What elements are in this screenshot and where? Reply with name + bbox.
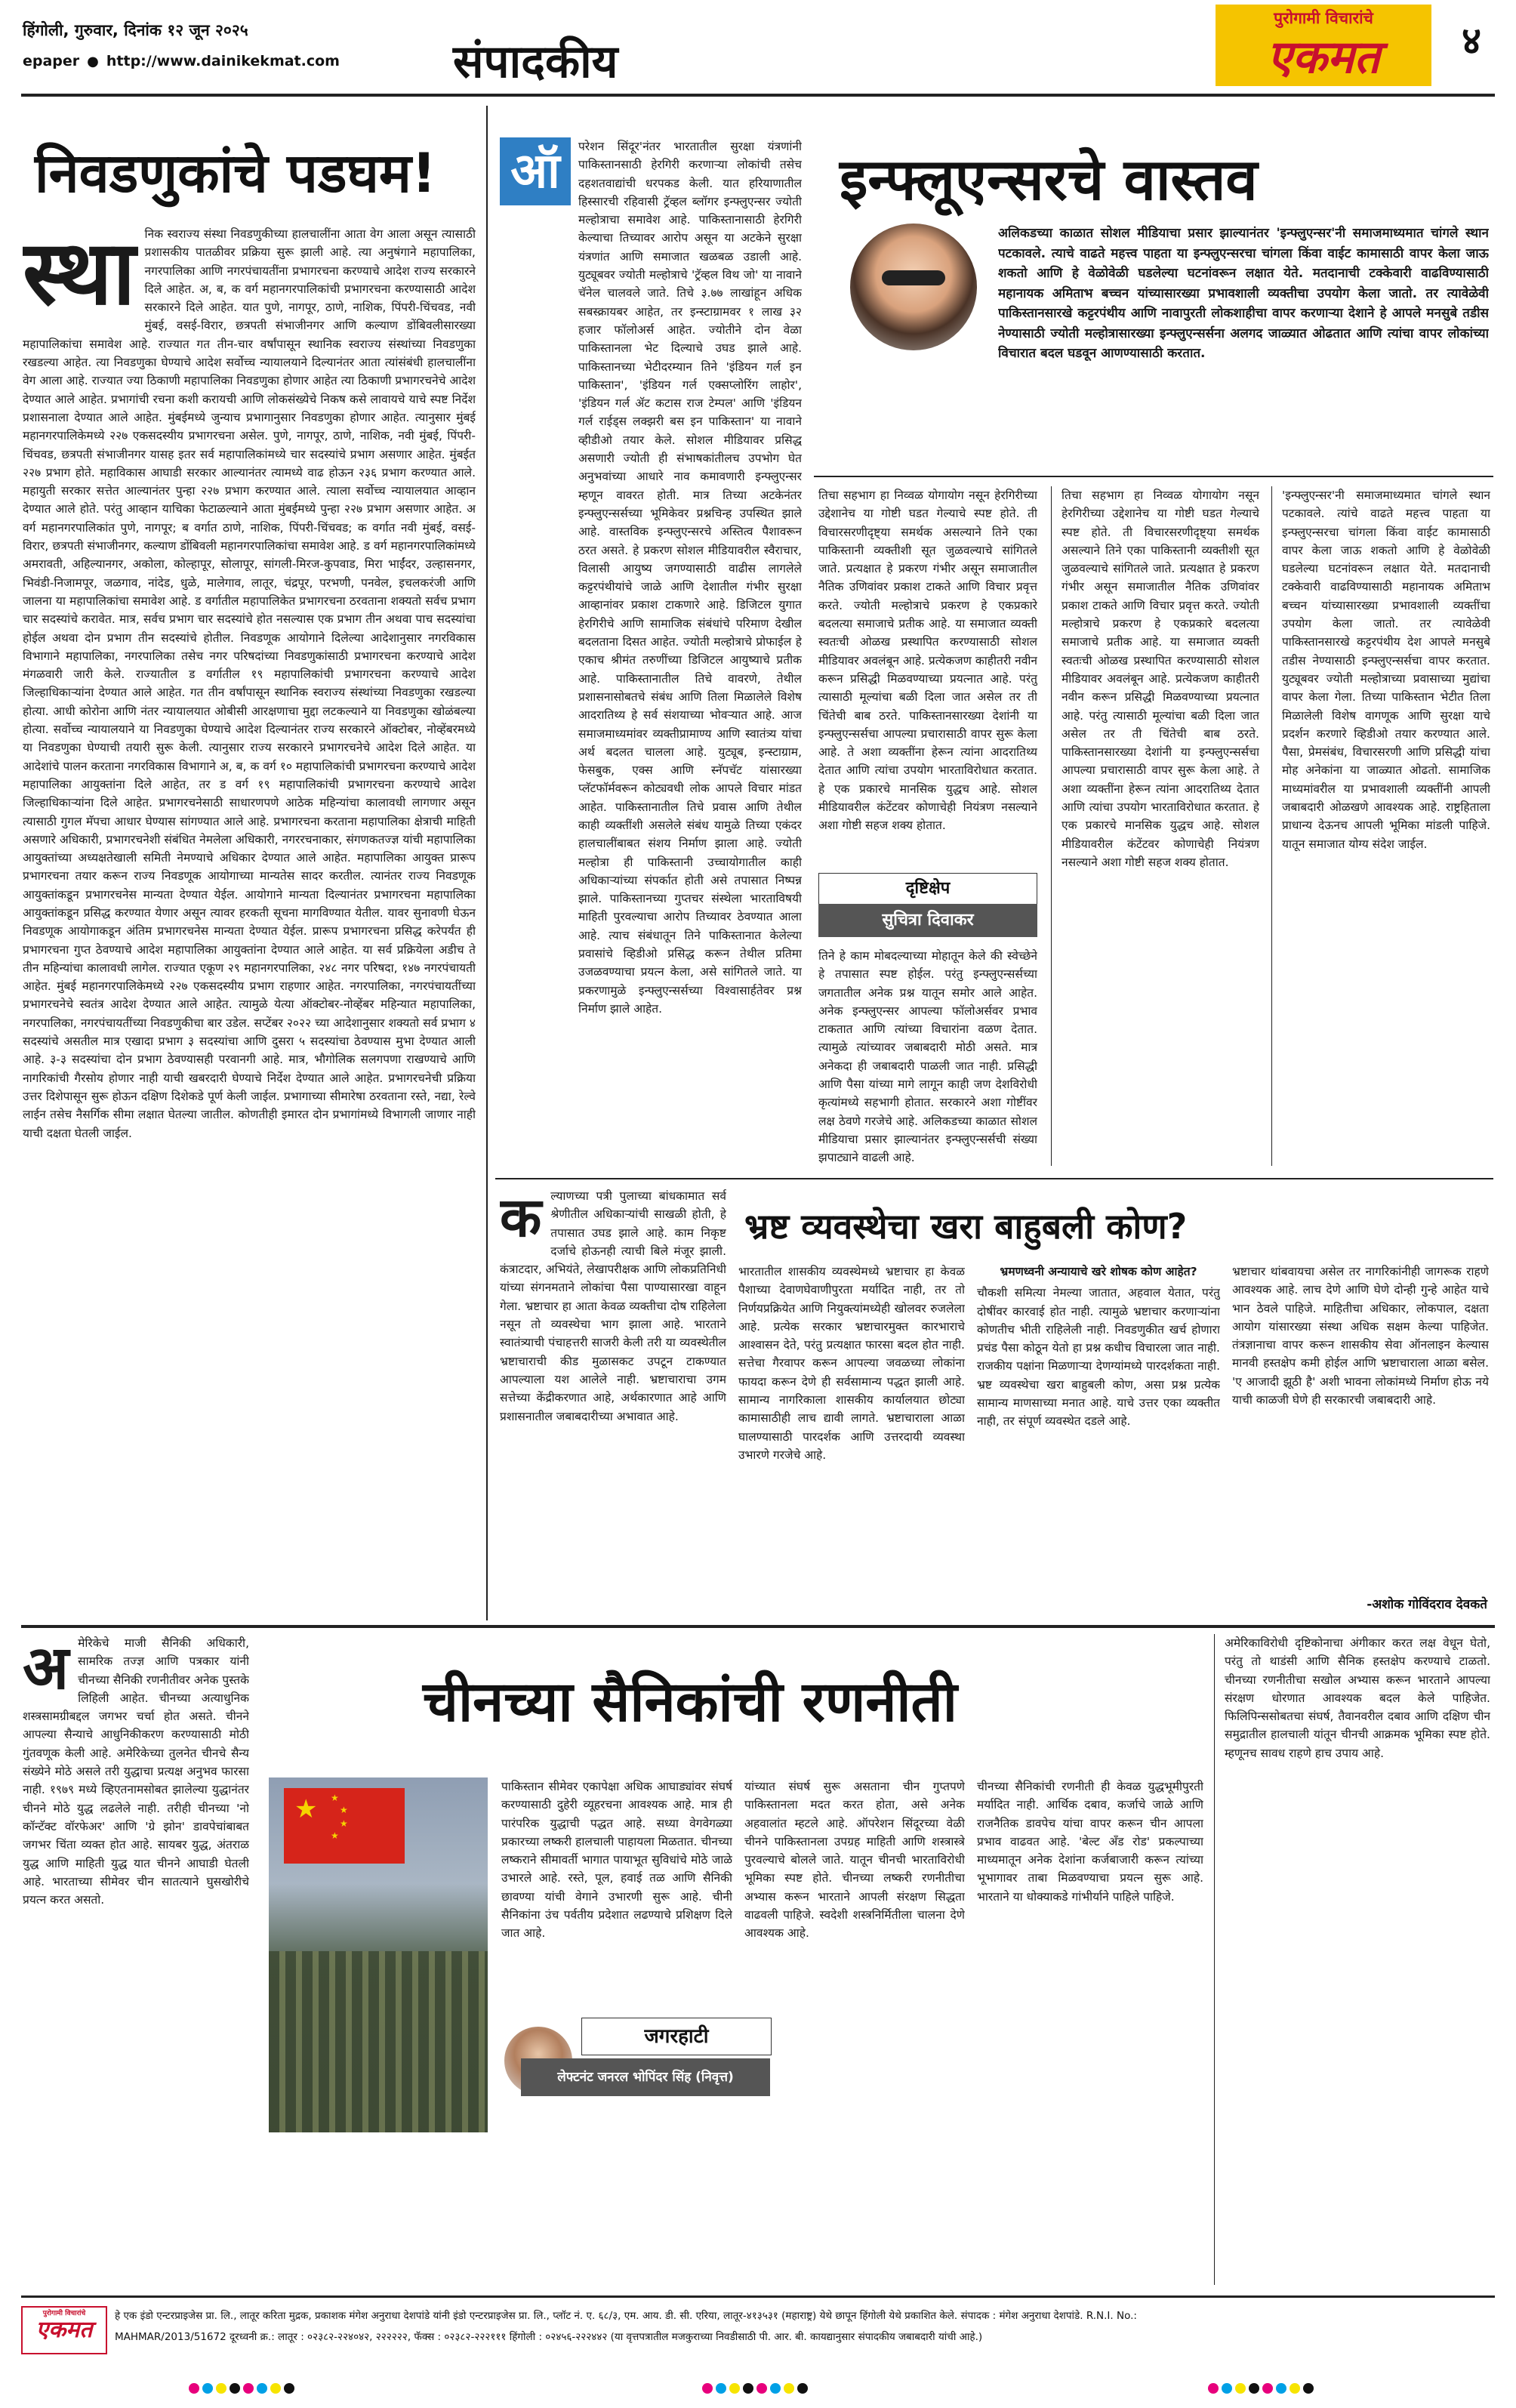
corruption-col1-text: ल्याणच्या पत्री पुलाच्या बांधकामात सर्व श्रेणीतील अधिकाऱ्यांची साखळी होती, हे तपासात उघड झाले आहे. काम निकृष्ट दर्जाचे होऊनही त्याची बिले मंजूर झाली. कंत्राटदार, अभियंते, लेखापरीक्षक आणि लोकप्रतिनिधी यांच्या संगनमताने लोकांचा पैसा पाण्यासारखा वाहून गेला. भ्रष्टाचार हा आता केवळ व्यक्तीचा दोष राहिलेला नसून तो व्यवस्थेचा भाग झाला आहे. भारताने स्वातंत्र्याची पंचाहत्तरी साजरी केली तरी या व्यवस्थेतील भ्रष्टाचाराची कीड मुळासकट उपटून टाकण्यात आपल्याला यश आलेले नाही. भ्रष्टाचाराचा उगम सत्तेच्या केंद्रीकरणात आहे, अर्थकारणात आहे आणि प्रशासनातील जबाबदारीच्या अभावात आहे. <box>500 1189 726 1423</box>
sunglasses-icon <box>882 270 945 285</box>
china-col5: अमेरिकाविरोधी दृष्टिकोनाचा अंगीकार करत लक्ष वेधून घेतो, परंतु तो थाडंसी आणि सैनिक हस्तक्षेप करण्याचे टाळतो. चीनच्या रणनीतीचा सखोल अभ्यास करून भारताने आपल्या संरक्षण धोरणात आवश्यक बदल केले पाहिजेत. फिलिपिन्ससोबतचा संघर्ष, तैवानवरील दबाव आणि दक्षिण चीन समुद्रातील हालचाली यांतून चीनची आक्रमक भूमिका स्पष्ट होते. म्हणूनच सावध राहणे हाच उपाय आहे. <box>1225 1636 1490 1760</box>
influencer-bottom-rule <box>495 1178 1493 1179</box>
registration-dot <box>1290 2383 1300 2394</box>
dateline: हिंगोली, गुरुवार, दिनांक १२ जून २०२५ <box>23 21 248 39</box>
column-rule-3 <box>1271 486 1272 1166</box>
lower-section-rule <box>21 1625 1495 1628</box>
china-soldiers-photo <box>269 1777 488 2132</box>
drishtikshep-box <box>818 873 1037 938</box>
influencer-col1: परेशन सिंदूर'नंतर भारतातील सुरक्षा यंत्रणांनी पाकिस्तानसाठी हेरगिरी करणाऱ्या लोकांची तसेच दहशतवाद्यांची धरपकड केली. यात हरियाणातील हिस्सारची रहिवासी ट्रॅव्हल ब्लॉगर इन्फ्लुएन्सर ज्योती मल्होत्राचा समावेश आहे. पाकिस्तानासाठी हेरगिरी केल्याचा तिच्यावर आरोप असून या अटकेने सुरक्षा यंत्रणांत आणि समाजात खळबळ उडाली आहे. युट्यूबवर ज्योती मल्होत्राचे 'ट्रॅव्हल विथ जो' या नावाने चॅनेल चालवले जाते. तिचे ३.७७ लाखांहून अधिक सबस्क्रायबर आहेत, तर इन्स्टाग्रामवर १ लाख ३२ हजार फॉलोअर्स आहेत. ज्योतीने दोन वेळा पाकिस्तानला भेट दिल्याचे उघड झाले आहे. पाकिस्तानच्या भेटीदरम्यान तिने 'इंडियन गर्ल इन पाकिस्तान', 'इंडियन गर्ल एक्सप्लोरिंग लाहोर', 'इंडियन गर्ल ॲट कटास राज टेम्पल' आणि 'इंडियन गर्ल राईड्स लक्झरी बस इन पाकिस्तान' या नावाने व्हीडीओ तयार केले. सोशल मीडियावर प्रसिद्ध असणारी ज्योती ही संभाषकांतीलच उपभोग घेत अनुभवांच्या आधारे नाव कमावणारी इन्फ्लुएन्सर म्हणून वावरत होती. मात्र तिच्या अटकेनंतर इन्फ्लुएन्सर्सच्या भूमिकेवर प्रश्नचिन्ह उपस्थित झाले आहे. वास्तविक इन्फ्लुएन्सरचे अस्तित्व पैशावरून ठरत असते. हे प्रकरण सोशल मीडियावरील स्वैराचार, विलासी आयुष्य जगण्यासाठी वाढीस लागलेले कट्टरपंथीयांचे जाळे आणि देशातील गंभीर सुरक्षा आव्हानांवर प्रकाश टाकणारे आहे. डिजिटल युगात हेरगिरीचे आणि सामाजिक संबंधांचे परिमाण देखील बदलताना दिसत आहेत. ज्योती मल्होत्राचे प्रोफाईल हे एकाच श्रीमंत तरुणींच्या डिजिटल आयुष्याचे प्रतीक आहे. पाकिस्तानातील तिचे वावरणे, तेथील प्रशासनासोबतचे संबंध आणि तिला मिळालेले विशेष आदरातिथ्य हे सर्व संशयाच्या भोवऱ्यात आहे. आज समाजमाध्यमांवर व्यक्तीप्रामाण्य आणि स्वातंत्र्य यांचा अर्थ बदलत चालला आहे. युट्यूब, इन्स्टाग्राम, फेसबुक, एक्स आणि स्नॅपचॅट यांसारख्या प्लॅटफॉर्मवरून कोट्यवधी लोक आपले विचार मांडत आहेत. पाकिस्तानातील तिचे प्रवास आणि तेथील काही व्यक्तींशी असलेले संबंध यामुळे तिच्या एकंदर हालचालींबाबत संशय निर्माण झाला आहे. ज्योती मल्होत्रा ही पाकिस्तानी उच्चायोगातील काही अधिकाऱ्यांच्या संपर्कात होती असे तपासात निष्पन्न झाले. पाकिस्तानच्या गुप्तचर संस्थेला भारताविषयी माहिती पुरवल्याचा आरोप तिच्यावर ठेवण्यात आला आहे. त्याच संबंधातून तिने पाकिस्तानात केलेल्या प्रवासांचे व्हिडीओ प्रसिद्ध करून तेथील प्रतिमा उजळवण्याचा प्रयत्न केला, असे सांगितले जाते. या प्रकरणामुळे इन्फ्लुएन्सर्सच्या विश्वासार्हतेवर प्रश्न निर्माण झाले आहेत. <box>578 140 802 1016</box>
drishtikshep-author: सुचित्रा दिवाकर <box>818 904 1037 937</box>
registration-dot <box>756 2383 767 2394</box>
registration-dot <box>702 2383 713 2394</box>
column-rule-china <box>1214 1634 1215 2285</box>
column-rule-2 <box>1051 486 1052 1166</box>
registration-dot <box>770 2383 781 2394</box>
footer-logo <box>21 2306 107 2354</box>
influencer-standfirst: अलिकडच्या काळात सोशल मीडियाचा प्रसार झाल्यानंतर 'इन्फ्लुएन्सर'नी समाजमाध्यमात चांगले स्थान पटकावले. त्याचे वाढते महत्त्व पाहता या इन्फ्लुएन्सरचा चांगला किंवा वाईट कामासाठी वापर केला जाऊ शकतो आणि हे वेळोवेळी घडलेल्या घटनांवरून लक्षात येते. मतदानाची टक्केवारी वाढविण्यासाठी महानायक अमिताभ बच्चन यांच्यासारख्या प्रभावशाली व्यक्तीचा उपयोग केला जातो. तर त्यावेळेवी पाकिस्तानसारखे कट्टरपंथीय आणि नावापुरती लोकशाहीचा वापर करणाऱ्या देशाने हे आपले मनसुबे तडीस नेण्यासाठी ज्योती मल्होत्रासारख्या इन्फ्लुएन्सर्सना अलगद जाळ्यात ओढतात आणि त्यांचा वापर लोकांच्या विचारात बदल घडवून आणण्यासाठी करतात. <box>998 226 1489 361</box>
registration-dot <box>216 2383 226 2394</box>
corruption-subhead: भ्रमणध्वनी अन्यायाचे खरे शोषक कोण आहेत? <box>1000 1265 1197 1278</box>
registration-dot <box>1249 2383 1259 2394</box>
registration-dot <box>1303 2383 1314 2394</box>
print-marks-center <box>702 2383 808 2394</box>
footer-registration: MAHMAR/2013/51672 दूरध्वनी क्र.: लातूर : ०२३८२-२२४०४२, २२२२२२, फॅक्स : ०२३८२-२२२१११ हिंगोली : ०२४५६-२२२४४२ (या वृत्तपत्रातील मजकुराच्या निवडीसाठी पी. आर. बी. कायद्यानुसार संपादकीय जबाबदारी यांची आहे.) <box>115 2331 983 2343</box>
china-col3: यांच्यात संघर्ष सुरू असताना चीन गुप्तपणे पाकिस्तानला मदत करत होता, असे अनेक अहवालांत म्हटले आहे. ऑपरेशन सिंदूरच्या वेळी चीनने पाकिस्तानला उपग्रह माहिती आणि शस्त्रास्त्रे पुरवल्याचे बोलले जाते. यातून चीनची भारताविरोधी भूमिका स्पष्ट होते. चीनच्या लष्करी रणनीतीचा अभ्यास करून भारताने आपली संरक्षण सिद्धता वाढवली पाहिजे. स्वदेशी शस्त्रनिर्मितीला चालना देणे आवश्यक आहे. <box>744 1780 965 1941</box>
corruption-col3 <box>977 1263 1220 1614</box>
registration-dot <box>230 2383 240 2394</box>
footer-brand: एकमत <box>35 2317 93 2343</box>
influencer-col4a: तिचा सहभाग हा निव्वळ योगायोग नसून हेरगिरीच्या उद्देशानेच या गोष्टी घडत गेल्याचे स्पष्ट होते. ती विचारसरणीदृष्ट्या समर्थक असल्याने तिने एका पाकिस्तानी व्यक्तीशी सूत जुळवल्याचे सांगितले जाते. प्रत्यक्षात हे प्रकरण गंभीर असून समाजातील नैतिक उणिवांवर प्रकाश टाकते आणि विचार प्रवृत्त करते. ज्योती मल्होत्राचे प्रकरण हे एकप्रकारे बदलत्या समाजाचे प्रतीक आहे. या समाजात व्यक्ती स्वतःची ओळख प्रस्थापित करण्यासाठी सोशल मीडियावर अवलंबून आहे. प्रत्येकजण काहीतरी नवीन करून प्रसिद्धी मिळवण्याच्या प्रयत्नात आहे. परंतु त्यासाठी मूल्यांचा बळी दिला जात असेल तर ती चिंतेची बाब ठरते. पाकिस्तानसारख्या देशांनी या इन्फ्लुएन्सर्सचा आपल्या प्रचारासाठी वापर सुरू केला आहे. ते अशा व्यक्तींना हेरून त्यांना आदरातिथ्य देतात आणि त्यांचा उपयोग भारताविरोधात करतात. हे एक प्रकारचे मानसिक युद्धच आहे. सोशल मीडियावरील कंटेंटवर कोणाचेही नियंत्रण नसल्याने अशा गोष्टी सहज शक्य होतात. <box>1062 489 1259 869</box>
china-flag-icon: ★ ★ ★ ★ ★ <box>284 1788 405 1864</box>
epaper-link[interactable] <box>23 53 340 69</box>
footer-rule <box>21 2295 1495 2298</box>
masthead <box>0 0 1516 107</box>
influencer-col3: तिने हे काम मोबदल्याच्या मोहातून केले की स्वेच्छेने हे तपासात स्पष्ट होईल. परंतु इन्फ्लुएन्सर्सच्या जगतातील अनेक प्रश्न यातून समोर आले आहेत. अनेक इन्फ्लुएन्सर आपल्या फॉलोअर्सवर प्रभाव टाकतात आणि त्यांच्या विचारांना वळण देतात. त्यामुळे त्यांच्यावर जबाबदारी मोठी असते. मात्र अनेकदा ही जबाबदारी पाळली जात नाही. प्रसिद्धी आणि पैसा यांच्या मागे लागून काही जण देशविरोधी कृत्यांमध्ये सहभागी होतात. सरकारने अशा गोष्टींवर लक्ष ठेवणे गरजेचे आहे. अलिकडच्या काळात सोशल मीडियाचा प्रसार झाल्यानंतर इन्फ्लुएन्सर्सची संख्या झपाट्याने वाढली आहे. <box>818 949 1037 1165</box>
column-rule-1 <box>486 106 488 1620</box>
china-article <box>23 1634 1493 2291</box>
corruption-article <box>495 1187 1493 1622</box>
registration-dot <box>1208 2383 1219 2394</box>
registration-dot <box>1276 2383 1286 2394</box>
editorial-body-text: अ, ब, क वर्ग महानगरपालिकांची प्रभागरचना करण्यासाठी आदेश सरकारने दिले आहेत. यात पुणे, नागपूर, ठाणे, नाशिक, पिंपरी-चिंचवड, नवी मुंबई, वसई-विरार, छत्रपती संभाजीनगर आणि कल्याण डोंबिवलीसारख्या महापालिकांचा समावेश आहे. राज्यात गत तीन-चार वर्षांपासून स्थानिक स्वराज्य संस्थांच्या निवडणुका रखडल्या आहेत. त्या निवडणुका घेण्याचे आदेश सर्वोच्च न्यायालयाने दिल्यानंतर आता त्यांसंबंधी हालचालींना वेग आला आहे. राज्यात ज्या ठिकाणी महापालिका निवडणुका होणार आहेत त्या ठिकाणी प्रभागरचनेचे आदेश देण्यात आले आहेत. प्रभागांची रचना कशी करायची आणि लोकसंख्येचे निकष कसे लावायचे याचे स्पष्ट निर्देश प्रशासनाला देण्यात आले आहेत. मुंबईमध्ये जुन्याच प्रभागानुसार निवडणुका होणार आहेत. त्यानुसार मुंबई महानगरपालिकेमध्ये २२७ एकसदस्यीय प्रभागरचना असेल. पुणे, नागपूर, ठाणे, नाशिक, नवी मुंबई, पिंपरी-चिंचवड, छत्रपती संभाजीनगर यासह इतर सर्व महापालिकांमध्ये चार सदस्यांचे प्रभाग असणार आहेत. मुंबईत २२७ प्रभाग होते. महाविकास आघाडी सरकार आल्यानंतर त्यामध्ये वाढ होऊन २३६ प्रभाग करण्यात आले. महायुती सरकार सत्तेत आल्यानंतर पुन्हा २२७ प्रभाग करण्यात आले. त्याला सर्वोच्च न्यायालयात आव्हान देण्यात आले होते. परंतु आव्हान याचिका फेटाळल्याने आता मुंबईमध्ये पुन्हा २२७ प्रभाग असणार आहेत. अ वर्ग महानगरपालिकांत पुणे, नागपूर; ब वर्गात ठाणे, नाशिक, पिंपरी-चिंचवड; क वर्गात नवी मुंबई, वसई-विरार, छत्रपती संभाजीनगर, कल्याण डोंबिवली महानगरपालिकांचा समावेश आहे. ड वर्ग महानगरपालिकांमध्ये अमरावती, अहिल्यानगर, अकोला, कोल्हापूर, सोलापूर, सांगली-मिरज-कुपवाड, मिरा भाईंदर, उल्हासनगर, भिवंडी-निजामपूर, जळगाव, नांदेड, धुळे, मालेगाव, लातूर, चंद्रपूर, परभणी, पनवेल, इचलकरंजी आणि जालना या महापालिकांचा समावेश आहे. ड वर्गातील महापालिकेत प्रभागरचना ठरवताना शक्यतो सर्वच प्रभाग चार सदस्यांचे करावेत. मात्र, सर्वच प्रभाग चार सदस्यांचे होत नसल्यास एक प्रभाग तीन अथवा पाच सदस्यांचा होईल अथवा दोन प्रभाग तीन सदस्यांचे होतील. निवडणूक आयोगाने दिलेल्या आदेशानुसार नगरविकास विभागाने महापालिका, नगरपालिका तसेच नगर परिषदांच्या निवडणुकांसाठी प्रभागरचना करण्याचे आदेश मंगळवारी जारी केले. राज्यातील ड वर्गातील १९ महापालिकांची प्रभागरचना करण्याचे आदेश जिल्हाधिकाऱ्यांना देण्यात आले आहेत. गत तीन वर्षांपासून स्थानिक स्वराज्य संस्थांच्या निवडणुका रखडल्या होत्या. आधी कोरोना आणि नंतर न्यायालयात ओबीसी आरक्षणाचा मुद्दा लटकल्याने या निवडणुका खोळंबल्या होत्या. सर्वोच्च न्यायालयाने या निवडणुका घेण्याचे आदेश दिल्यानंतर राज्य सरकारने ऑक्टोबर, नोव्हेंबरमध्ये या निवडणुका घेण्याची तयारी सुरू केली. त्यानुसार राज्य सरकारने प्रभागरचनेचे आदेश दिले आहेत. या आदेशांचे पालन करताना नगरविकास विभागाने अ, ब, क वर्ग १० महापालिकांची प्रभागरचना करण्याचे आदेश महापालिका आयुक्तांना दिले आहेत, तर ड वर्ग १९ महापालिकांची प्रभागरचना करण्याचे आदेश जिल्हाधिकाऱ्यांना दिले आहेत. प्रभागरचनेसाठी साधारणपणे आठेक महिन्यांचा कालावधी लागणार असून त्यासाठी गुगल मॅपचा आधार घेण्यास सांगण्यात आले आहे. प्रभागरचना करताना महापालिका क्षेत्राची माहिती असणारे अधिकारी, प्रभागरचनेशी संबंधित नेमलेला अधिकारी, नगररचनाकार, संगणकतज्ज्ञ यांची महापालिका आयुक्तांच्या अध्यक्षतेखाली समिती नेमण्याचे अधिकार देण्यात आले आहेत. महापालिका आयुक्त प्रारूप प्रभागरचना तयार करून राज्य निवडणूक आयोगाच्या मान्यतेस सादर करतील. त्यानंतर राज्य निवडणूक आयुक्तांकडून प्रभागरचनेस मान्यता देण्यात येईल. आयोगाने मान्यता दिल्यानंतर प्रभागरचना महापालिका आयुक्तांकडून प्रसिद्ध करण्यात येणार असून त्यावर हरकती सूचना मागविण्यात येतील. यावर सुनावणी घेऊन निवडणूक आयोगाकडून अंतिम प्रभागरचनेस मान्यता देण्यात येईल. प्रारूप प्रभागरचना प्रसिद्ध करेपर्यंत ही प्रभागरचना गुप्त ठेवण्याचे आदेश महापालिका आयुक्तांना देण्यात आले आहेत. या सर्व प्रक्रियेला अडीच ते तीन महिन्यांचा कालावधी लागेल. राज्यात एकूण २९ महानगरपालिका, २४८ नगर परिषदा, १४७ नगरपंचायती आहेत. मुंबई महानगरपालिकेमध्ये २२७ एकसदस्यीय प्रभाग राहणार आहेत. नगरपालिका, नगरपंचायतींच्या प्रभागरचनेचे स्वतंत्र आदेश देण्यात आले आहेत. त्यामुळे येत्या ऑक्टोबर-नोव्हेंबर महिन्यात महापालिका, नगरपालिका, नगरपंचायतींच्या निवडणुकीचा बार उडेल. सप्टेंबर २०२२ च्या आदेशानुसार शक्यतो सर्व प्रभाग ४ सदस्यांचे असतील मात्र एखादा प्रभाग ३ सदस्यांचा आणि दुसरा ५ सदस्यांचा ठेवण्यास मुभा देण्यात आली आहे. ३-३ सदस्यांचा दोन प्रभाग ठेवण्यासही परवानगी आहे. मात्र, भौगोलिक सलगपणा राखण्याचे आणि नागरिकांची गैरसोय होणार नाही याची खबरदारी घेण्याचे निर्देश देण्यात आले आहेत. प्रभागरचनेची प्रक्रिया उत्तर दिशेपासून सुरू होऊन दक्षिण दिशेकडे पूर्ण केली जाईल. प्रभागाच्या सीमारेषा ठरवताना रस्ते, नद्या, रेल्वे लाईन तसेच नैसर्गिक सीमा लक्षात घेतल्या जातील. कोणतीही इमारत दोन प्रभागांमध्ये विभागली जाणार नाही याची दक्षता घेतली जाईल. <box>23 282 476 1140</box>
editorial-lead: निक स्वराज्य संस्था निवडणुकीच्या हालचालींना आता वेग आला असून त्यासाठी प्रशासकीय पातळीवर प्रक्रिया सुरू झाली आहे. त्या अनुषंगाने महापालिका, नगरपालिका आणि नगरपंचायतींना प्रभागरचना करण्याचे आदेश राज्य सरकारने दिले आहेत. <box>144 227 476 296</box>
corruption-col2: भारतातील शासकीय व्यवस्थेमध्ये भ्रष्टाचार हा केवळ पैशाच्या देवाणघेवाणीपुरता मर्यादित नाही, तर तो निर्णयप्रक्रियेत आणि नियुक्त्यांमध्येही खोलवर रुजलेला आहे. प्रत्येक सरकार भ्रष्टाचारमुक्त कारभाराचे आश्वासन देते, परंतु प्रत्यक्षात फारसा बदल होत नाही. सत्तेचा गैरवापर करून आपल्या जवळच्या लोकांना फायदा करून देणे ही सर्वसामान्य पद्धत झाली आहे. सामान्य नागरिकाला शासकीय कार्यालयात छोट्या कामासाठीही लाच द्यावी लागते. भ्रष्टाचाराला आळा घालण्यासाठी पारदर्शक आणि उत्तरदायी व्यवस्था उभारणे गरजेचे आहे. <box>738 1265 965 1462</box>
registration-dot <box>784 2383 794 2394</box>
influencer-photo <box>850 224 977 350</box>
influencer-dropcap: ऑ <box>510 143 560 199</box>
registration-dot <box>189 2383 199 2394</box>
globe-icon: ● <box>87 53 99 69</box>
corruption-col4: भ्रष्टाचार थांबवायचा असेल तर नागरिकांनीही जागरूक राहणे आवश्यक आहे. लाच देणे आणि घेणे दोन्ही गुन्हे आहेत याचे भान ठेवले पाहिजे. माहितीचा अधिकार, लोकपाल, दक्षता आयोग यांसारख्या संस्था अधिक सक्षम केल्या पाहिजेत. तंत्रज्ञानाचा वापर करून शासकीय सेवा ऑनलाइन केल्यास मानवी हस्तक्षेप कमी होईल आणि भ्रष्टाचाराला आळा बसेल. 'ए आजादी झूठी है' अशी भावना लोकांमध्ये निर्माण होऊ नये याची काळजी घेणे ही सरकारची जबाबदारी आहे. <box>1232 1265 1489 1407</box>
registration-dot <box>797 2383 808 2394</box>
jagarhati-label: जगरहाटी <box>581 2018 772 2055</box>
standfirst-rule <box>814 476 1493 477</box>
registration-dot <box>243 2383 254 2394</box>
influencer-col2: तिचा सहभाग हा निव्वळ योगायोग नसून हेरगिरीच्या उद्देशानेच या गोष्टी घडत गेल्याचे स्पष्ट होते. ती विचारसरणीदृष्ट्या समर्थक असल्याने तिने एका पाकिस्तानी व्यक्तीशी सूत जुळवल्याचे सांगितले जाते. प्रत्यक्षात हे प्रकरण गंभीर असून समाजातील नैतिक उणिवांवर प्रकाश टाकते आणि विचार प्रवृत्त करते. ज्योती मल्होत्राचे प्रकरण हे एकप्रकारे बदलत्या समाजाचे प्रतीक आहे. या समाजात व्यक्ती स्वतःची ओळख प्रस्थापित करण्यासाठी सोशल मीडियावर अवलंबून आहे. प्रत्येकजण काहीतरी नवीन करून प्रसिद्धी मिळवण्याच्या प्रयत्नात आहे. परंतु त्यासाठी मूल्यांचा बळी दिला जात असेल तर ती चिंतेची बाब ठरते. पाकिस्तानसारख्या देशांनी या इन्फ्लुएन्सर्सचा आपल्या प्रचारासाठी वापर सुरू केला आहे. ते अशा व्यक्तींना हेरून त्यांना आदरातिथ्य देतात आणि त्यांचा उपयोग भारताविरोधात करतात. हे एक प्रकारचे मानसिक युद्धच आहे. सोशल मीडियावरील कंटेंटवर कोणाचेही नियंत्रण नसल्याने अशा गोष्टी सहज शक्य होतात. <box>818 489 1037 833</box>
china-col4: चीनच्या सैनिकांची रणनीती ही केवळ युद्धभूमीपुरती मर्यादित नाही. आर्थिक दबाव, कर्जाचे जाळे आणि राजनैतिक डावपेच यांचा वापर करून चीन आपला प्रभाव वाढवत आहे. 'बेल्ट अँड रोड' प्रकल्पाच्या माध्यमातून अनेक देशांना कर्जबाजारी करून त्यांच्या भूभागावर ताबा मिळवण्याचा प्रयत्न सुरू आहे. भारताने या धोक्याकडे गांभीर्याने पाहिले पाहिजे. <box>977 1780 1203 1904</box>
footer-imprint: हे एक इंडो एन्टरप्राइजेस प्रा. लि., लातूर करिता मुद्रक, प्रकाशक मंगेश अनुराधा देशपांडे यांनी इंडो एन्टरप्राइजेस प्रा. लि., प्लॉट नं. ए. ६८/३, एम. आय. डी. सी. एरिया, लातूर-४१३५३१ (महाराष्ट्र) येथे छापून हिंगोली येथे प्रकाशित केले. संपादक : मंगेश अनुराधा देशपांडे. R.N.I. No.: <box>115 2310 1137 2322</box>
corruption-col1 <box>500 1187 726 1614</box>
registration-dot <box>1262 2383 1273 2394</box>
registration-dot <box>1235 2383 1246 2394</box>
registration-dot <box>729 2383 740 2394</box>
registration-dot <box>716 2383 726 2394</box>
print-marks-left <box>189 2383 294 2394</box>
soldier-rows <box>269 1951 488 2132</box>
editorial-headline: निवडणुकांचे पडघम! <box>35 141 436 205</box>
registration-dot <box>743 2383 753 2394</box>
registration-dot <box>270 2383 281 2394</box>
jagarhati-author: लेफ्टनंट जनरल भोपिंदर सिंह (निवृत्त) <box>521 2058 770 2096</box>
china-col1-text: मेरिकेचे माजी सैनिकी अधिकारी, सामरिक तज्ज्ञ आणि पत्रकार यांनी चीनच्या सैनिकी रणनीतीवर अनेक पुस्तके लिहिली आहेत. चीनच्या अत्याधुनिक शस्त्रसामग्रीबद्दल जगभर चर्चा होत असते. चीनने आपल्या सैन्याचे आधुनिकीकरण करण्यासाठी मोठी गुंतवणूक केली आहे. अमेरिकेच्या तुलनेत चीनचे सैन्य संख्येने मोठे असले तरी युद्धाचा प्रत्यक्ष अनुभव फारसा नाही. १९७९ मध्ये व्हिएतनामसोबत झालेल्या युद्धानंतर चीनने मोठे युद्ध लढलेले नाही. तरीही चीनच्या 'नो कॉन्टॅक्ट वॉरफेअर' आणि 'ग्रे झोन' डावपेचांबाबत जगभर चिंता व्यक्त होत आहे. सायबर युद्ध, अंतराळ युद्ध आणि माहिती युद्ध यात चीनने आघाडी घेतली आहे. भारताच्या सीमेवर चीन सातत्याने घुसखोरीचे प्रयत्न करत असतो. <box>23 1636 249 1907</box>
brand-name: एकमत <box>1267 31 1380 84</box>
influencer-dropcap-box <box>500 137 571 205</box>
jagarhati-box <box>506 2018 770 2101</box>
brand-logo <box>1216 5 1431 86</box>
registration-dot <box>202 2383 213 2394</box>
footer <box>21 2303 1495 2363</box>
editorial-dropcap: स्था <box>23 225 136 325</box>
influencer-headline: इन्फ्लूएन्सरचे वास्तव <box>840 146 1258 213</box>
registration-dot <box>257 2383 267 2394</box>
china-col1 <box>23 1634 249 2285</box>
masthead-rule <box>21 94 1495 97</box>
influencer-col4: 'इन्फ्लुएन्सर'नी समाजमाध्यमात चांगले स्थान पटकावले. त्यांचे वाढते महत्त्व पाहता या इन्फ्लुएन्सरचा चांगला किंवा वाईट कामासाठी वापर केला जाऊ शकतो आणि हे वेळोवेळी घडलेल्या घटनांवरून लक्षात येते. मतदानाची टक्केवारी वाढविण्यासाठी महानायक अमिताभ बच्चन यांच्यासारख्या प्रभावशाली व्यक्तींचा उपयोग केला जातो. तर त्यावेळेवी पाकिस्तानसारखे कट्टरपंथीय देश आपले मनसुबे तडीस नेण्यासाठी इन्फ्लुएन्सर्सचा वापर करतात. युट्यूबवर ज्योती मल्होत्राच्या प्रवासाच्या मुद्यांचा वापर केला गेला. तिच्या पाकिस्तान भेटीत तिला मिळालेली विशेष वागणूक आणि सुरक्षा याचे प्रदर्शन करणारे व्हिडीओ तयार करण्यात आले. पैसा, प्रेमसंबंध, विचारसरणी आणि प्रसिद्धी यांचा मोह अनेकांना या जाळ्यात ओढतो. सामाजिक माध्यमांवरील या प्रभावशाली व्यक्तींनी आपली जबाबदारी ओळखणे आवश्यक आहे. राष्ट्रहिताला प्राधान्य देऊनच आपली भूमिका मांडली पाहिजे. यातून समाजात योग्य संदेश जाईल. <box>1282 489 1490 851</box>
corruption-col3-text: चौकशी समित्या नेमल्या जातात, अहवाल येतात, परंतु दोषींवर कारवाई होत नाही. त्यामुळे भ्रष्टाचार करणाऱ्यांना कोणतीच भीती राहिलेली नाही. निवडणुकीत खर्च होणारा प्रचंड पैसा कोठून येतो हा प्रश्न कधीच विचारला जात नाही. राजकीय पक्षांना मिळणाऱ्या देणग्यांमध्ये पारदर्शकता नाही. भ्रष्ट व्यवस्थेचा खरा बाहुबली कोण, असा प्रश्न प्रत्येक सामान्य माणसाच्या मनात आहे. याचे उत्तर एका व्यक्तीत नाही, तर संपूर्ण व्यवस्थेत दडले आहे. <box>977 1286 1220 1429</box>
china-headline: चीनच्या सैनिकांची रणनीती <box>423 1670 957 1734</box>
editorial-article <box>23 104 476 1622</box>
registration-dot <box>1222 2383 1232 2394</box>
china-dropcap: अ <box>23 1634 69 1703</box>
footer-tagline: पुरोगामी विचारांचे <box>42 2310 86 2317</box>
brand-tagline: पुरोगामी विचारांचे <box>1274 9 1373 27</box>
corruption-dropcap: क <box>500 1187 542 1249</box>
editorial-body <box>23 225 476 1614</box>
corruption-author: -अशोक गोविंदराव देवकते <box>1367 1597 1487 1612</box>
drishtikshep-label: दृष्टिक्षेप <box>818 873 1037 904</box>
section-title: संपादकीय <box>453 35 618 88</box>
website-url[interactable]: http://www.dainikekmat.com <box>106 53 340 69</box>
print-marks-right <box>1208 2383 1314 2394</box>
corruption-headline: भ्रष्ट व्यवस्थेचा खरा बाहुबली कोण? <box>744 1206 1188 1247</box>
china-col2: पाकिस्तान सीमेवर एकापेक्षा अधिक आघाड्यांवर संघर्ष करण्यासाठी दुहेरी व्यूहरचना आवश्यक आहे. मात्र ही पारंपरिक युद्धाची पद्धत आहे. सध्या वेगवेगळ्या प्रकारच्या लष्करी हालचाली पाहायला मिळतात. चीनच्या लष्कराने सीमावर्ती भागात पायाभूत सुविधांचे मोठे जाळे उभारले आहे. रस्ते, पूल, हवाई तळ आणि सैनिकी छावण्या यांची वेगाने उभारणी सुरू आहे. चीनी सैनिकांना उंच पर्वतीय प्रदेशात लढण्याचे प्रशिक्षण दिले जात आहे. <box>501 1780 732 1941</box>
influencer-article <box>495 104 1493 1176</box>
registration-dot <box>284 2383 294 2394</box>
page-number: ४ <box>1462 19 1481 63</box>
epaper-label: epaper <box>23 53 80 69</box>
